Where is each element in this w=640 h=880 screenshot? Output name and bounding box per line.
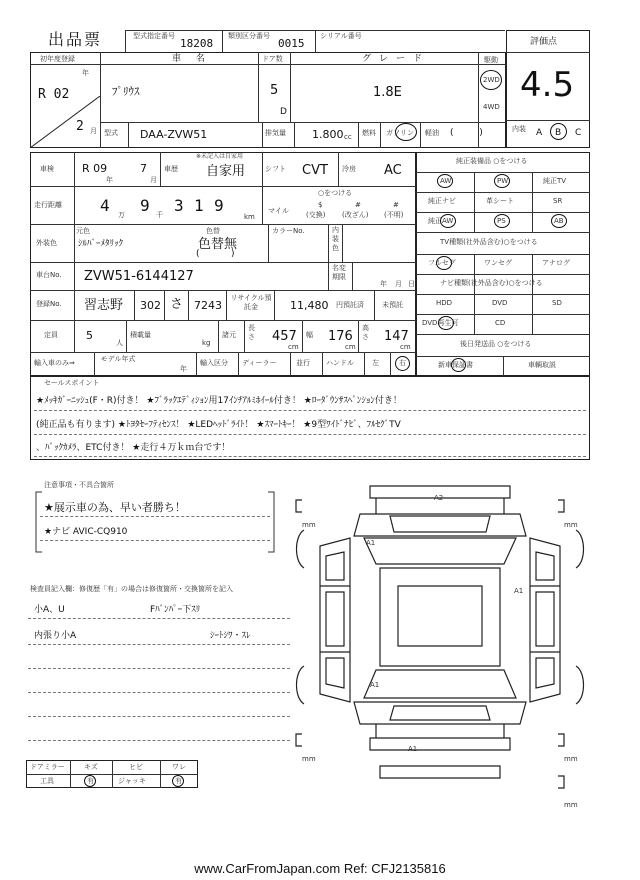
- tread-front-right-mm: mm: [564, 521, 578, 529]
- capacity-unit: 人: [116, 339, 123, 347]
- width-unit: cm: [345, 343, 356, 351]
- notes-line-1: ★展示車の為、早い者勝ち！: [44, 501, 186, 514]
- handle-right-circle: [395, 356, 410, 371]
- inspector-label: 検査員記入欄：修復歴「有」の場合は修復箇所・交換箇所を記入: [30, 585, 233, 593]
- mileage-digit-5: 9: [214, 196, 224, 215]
- year-unit: 年: [82, 69, 89, 77]
- equip-ps: PS: [497, 217, 506, 225]
- tamper-label: (改ざん): [342, 211, 369, 219]
- tv-header: TV種類(社外品含む)○をつける: [440, 238, 538, 246]
- color-value: ｼﾙﾊﾞｰﾒﾀﾘｯｸ: [78, 239, 124, 249]
- navi-dvd: DVD: [492, 299, 508, 307]
- name-change-month: 月: [395, 280, 402, 288]
- first-reg-slash: [30, 96, 100, 148]
- load-unit: kg: [202, 339, 211, 347]
- swap-sym: $: [318, 201, 323, 209]
- tamper-sym: #: [355, 201, 361, 209]
- equip-leather: 革シート: [486, 197, 514, 205]
- grade-value: 1.8E: [373, 85, 402, 100]
- mile-label: マイル: [268, 207, 289, 215]
- recycle-none: 未預託: [382, 301, 403, 309]
- handle-label: ハンドル: [326, 359, 354, 367]
- grade-label: グレード: [362, 54, 431, 64]
- cooler-value: AC: [384, 163, 402, 178]
- damage-a1-front-left: A1: [366, 539, 376, 547]
- equip-aw-circle: [437, 174, 453, 188]
- interior-a: A: [536, 128, 543, 138]
- plate-kana: さ: [170, 297, 184, 312]
- equip-ps-circle: [494, 214, 510, 228]
- damage-a1-right: A1: [514, 587, 524, 595]
- interior-label: 内装: [512, 125, 526, 133]
- notes-line-2: ★ナビ AVIC-CQ910: [44, 527, 128, 537]
- inspection-label: 車検: [40, 165, 54, 173]
- interior-b-circle: [550, 123, 567, 140]
- model-label: 型式: [104, 129, 118, 137]
- drive-4wd: 4WD: [483, 103, 500, 111]
- inspection-year-unit: 年: [106, 176, 113, 184]
- car-name: ﾌﾟﾘｳｽ: [112, 85, 140, 98]
- swap-label: (交換): [306, 211, 326, 219]
- equip-pw-circle: [494, 174, 510, 188]
- interior-color-label: 内装色: [332, 226, 339, 252]
- inspector-line-1b: Fﾊﾞﾝﾊﾟｰ下ｽﾘ: [150, 605, 201, 615]
- sales-label: セールスポイント: [44, 379, 100, 387]
- length-value: 457: [272, 329, 297, 344]
- rating-value: 4.5: [520, 65, 575, 105]
- eq-jack-yes: 有: [175, 777, 182, 785]
- model-year-unit: 年: [180, 365, 187, 373]
- car-name-label: 車 名: [172, 54, 211, 64]
- height-unit: cm: [400, 343, 411, 351]
- recycle-label: リサイクル預託金: [230, 294, 272, 311]
- car-damage-diagram: [290, 476, 590, 816]
- navi-dvd-play-circle: [438, 316, 454, 330]
- eq-tools-yes-circle: [84, 775, 96, 787]
- first-reg-month: 2: [76, 119, 84, 134]
- doors-value: 5: [270, 83, 279, 98]
- inspection-year: R 09: [82, 162, 108, 175]
- repaint-label: 色替: [206, 227, 220, 235]
- navi-hdd: HDD: [436, 299, 453, 307]
- import-label: 輸入車のみ⇒: [34, 359, 75, 367]
- cc-unit: cc: [344, 133, 352, 141]
- inspector-line-1a: 小A、U: [34, 605, 65, 615]
- eq-kizu: キズ: [84, 763, 98, 771]
- type-no-label: 型式指定番号: [133, 32, 175, 40]
- color-label: 外装色: [36, 239, 57, 247]
- tread-front-left-mm: mm: [302, 521, 316, 529]
- name-change-label: 名変期限: [332, 264, 346, 281]
- equip-genuine-tv: 純正TV: [543, 177, 567, 185]
- handle-right: 右: [399, 359, 406, 367]
- width-label: 幅: [306, 331, 313, 339]
- recycle-unit: 円預託済: [336, 301, 364, 309]
- sales-line-1: ★ﾒｯｷｶﾞｰﾆｯｼｭ(F・R)付き！ ★ﾌﾞﾗｯｸｴﾃﾞｨｼｮﾝ用17ｲﾝﾁｱﾙﾐﾎｲｰﾙ付き！ ★ﾛｰﾀﾞｳﾝｻｽﾍﾟﾝｼｮﾝ付き！: [36, 396, 402, 406]
- name-change-year: 年: [380, 280, 387, 288]
- inspector-line-2b: ｼｰﾄｼﾜ・ｽﾚ: [210, 631, 251, 641]
- capacity-label: 定員: [44, 331, 58, 339]
- equip-genuine-navi: 純正ナビ: [428, 197, 456, 205]
- eq-hibi: ヒビ: [129, 763, 143, 771]
- eq-ware: ワレ: [172, 763, 186, 771]
- mileage-digit-1: 4: [100, 196, 110, 215]
- fuel-value: ガソリン: [386, 129, 414, 137]
- shift-value: CVT: [302, 163, 328, 178]
- chassis-value: ZVW51-6144127: [84, 269, 194, 284]
- eq-jack: ジャッキ: [118, 777, 146, 785]
- inspection-month: 7: [140, 162, 147, 175]
- interior-c: C: [575, 128, 582, 138]
- damage-a1-rear-left: A1: [370, 681, 380, 689]
- sheet-title: 出品票: [48, 30, 103, 49]
- height-label: 高さ: [362, 324, 369, 341]
- displacement-label: 排気量: [265, 129, 286, 137]
- docs-warranty-circle: [451, 358, 466, 372]
- sales-line-3: 、ﾊﾞｯｸｶﾒﾗ、ETC付き！ ★走行４万ｋｍ台です！: [36, 443, 231, 453]
- plate-area: 習志野: [84, 298, 124, 313]
- tread-spare-mm: mm: [564, 801, 578, 809]
- door-type: D: [280, 107, 287, 117]
- history-label: 車歴: [164, 165, 178, 173]
- fuel-circle: [395, 123, 417, 141]
- rating-label: 評価点: [530, 37, 558, 47]
- mileage-digit-4: 1: [194, 196, 204, 215]
- fuel-label: 燃料: [362, 129, 376, 137]
- eq-tools: 工具: [40, 777, 54, 785]
- navi-sd: SD: [552, 299, 562, 307]
- plate-class: 302: [140, 299, 161, 312]
- dealer-label: ディーラー: [242, 359, 277, 367]
- drive-2wd: 2WD: [483, 76, 500, 84]
- width-value: 176: [328, 329, 353, 344]
- handle-left: 左: [372, 359, 379, 367]
- docs-manual: 車輌取説: [528, 361, 556, 369]
- cooler-label: 冷房: [342, 165, 356, 173]
- unknown-sym: #: [393, 201, 399, 209]
- capacity-value: 5: [86, 329, 93, 342]
- notes-label: 注意事項・不具合箇所: [44, 481, 114, 489]
- mileage-digit-3: 3: [174, 196, 184, 215]
- equip-ab: AB: [554, 217, 564, 225]
- navi-header: ナビ種類(社外品含む)○をつける: [440, 279, 543, 287]
- equip-genuine-aw-circle: [440, 214, 456, 228]
- reg-label: 登録No.: [36, 300, 62, 308]
- orig-color-label: 元色: [76, 227, 90, 235]
- equip-genuine-aw: 純正AW: [428, 217, 454, 225]
- length-label: 長さ: [248, 324, 255, 341]
- interior-b: B: [555, 128, 562, 138]
- displacement-value: 1.800: [312, 128, 344, 141]
- first-reg-label: 初年度登録: [40, 55, 75, 63]
- genuine-header: 純正装備品 ○をつける: [456, 157, 528, 165]
- repaint-value: 色替無: [198, 237, 238, 252]
- diesel-label: 軽油: [425, 129, 439, 137]
- type-no: 18208: [180, 37, 214, 50]
- class-label: 類別区分番号: [228, 32, 270, 40]
- tread-rear-right-mm: mm: [564, 755, 578, 763]
- equip-sr: SR: [553, 197, 563, 205]
- class-no: 0015: [278, 37, 305, 50]
- tv-oneseg: ワンセグ: [484, 259, 512, 267]
- notes-bracket: [34, 490, 276, 554]
- drive-label: 駆動: [484, 56, 498, 64]
- color-no-label: カラーNo.: [272, 227, 305, 235]
- model-value: DAA-ZVW51: [140, 128, 208, 141]
- recycle-value: 11,480: [290, 299, 329, 312]
- mileage-km: km: [244, 213, 255, 221]
- navi-dvd-play: DVD再生可: [422, 319, 459, 327]
- docs-header: 後日発送品 ○をつける: [460, 340, 532, 348]
- history-value: 自家用: [206, 164, 246, 179]
- mileage-man: 万: [118, 211, 125, 219]
- name-change-day: 日: [408, 280, 415, 288]
- tv-fullseg-circle: [436, 256, 452, 270]
- chassis-label: 車台No.: [36, 271, 62, 279]
- drive-2wd-circle: [480, 70, 502, 90]
- navi-cd: CD: [495, 319, 506, 327]
- eq-jack-yes-circle: [172, 775, 184, 787]
- height-value: 147: [384, 329, 409, 344]
- equip-ab-circle: [551, 214, 567, 228]
- import-cat-label: 輸入区分: [200, 359, 228, 367]
- eq-tools-yes: 有: [87, 777, 94, 785]
- eq-door-mirror: ドアミラー: [30, 763, 65, 771]
- month-unit: 月: [90, 127, 97, 135]
- equip-aw: AW: [440, 177, 452, 185]
- mileage-sen: 千: [156, 211, 163, 219]
- footer-watermark: www.CarFromJapan.com Ref: CFJ2135816: [194, 861, 446, 876]
- first-reg-year: R 02: [38, 87, 70, 102]
- equip-pw: PW: [497, 177, 509, 185]
- damage-a2: A2: [434, 494, 444, 502]
- mileage-circle-note: ○をつける: [318, 189, 353, 197]
- history-note: ※未記入は自家用: [196, 153, 244, 160]
- load-label: 積載量: [130, 331, 151, 339]
- shift-label: シフト: [265, 165, 286, 173]
- mileage-digit-2: 9: [140, 196, 150, 215]
- sales-line-2: (純正品も有ります) ★ﾄﾖﾀｾｰﾌﾃｨｾﾝｽ！ ★LEDﾍｯﾄﾞﾗｲﾄ！ ★ｽﾏｰﾄｷｰ！ ★9型ﾜｲﾄﾞﾅﾋﾞ、ﾌﾙｾｸﾞTV: [36, 420, 401, 430]
- parallel-label: 並行: [296, 359, 310, 367]
- mileage-label: 走行距離: [34, 201, 62, 209]
- tv-fullseg: フルセグ: [428, 259, 456, 267]
- inspection-month-unit: 月: [150, 176, 157, 184]
- length-unit: cm: [288, 343, 299, 351]
- unknown-label: (不明): [384, 211, 404, 219]
- inspector-line-2a: 内張り小A: [34, 631, 77, 641]
- dims-label: 諸元: [222, 331, 236, 339]
- doors-label: ドア数: [262, 55, 283, 63]
- model-year-label: モデル年式: [100, 355, 136, 363]
- tv-analog: アナログ: [542, 259, 570, 267]
- docs-warranty: 新車保証書: [438, 361, 473, 369]
- damage-a1-rear: A1: [408, 745, 418, 753]
- tread-rear-left-mm: mm: [302, 755, 316, 763]
- serial-label: シリアル番号: [320, 32, 362, 40]
- plate-no: 7243: [194, 299, 222, 312]
